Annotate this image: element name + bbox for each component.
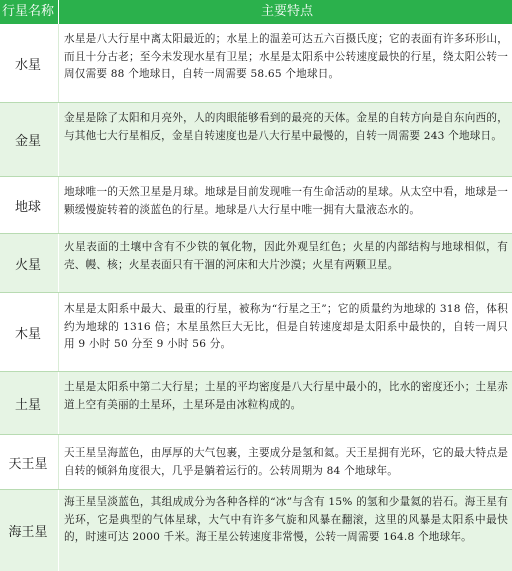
table-row: [0, 103, 512, 176]
column-divider: [58, 24, 59, 102]
table-row: [0, 177, 512, 233]
table-row: [0, 372, 512, 434]
table-row: [0, 234, 512, 292]
planet-name: 土星: [14, 397, 41, 413]
column-divider: [58, 177, 59, 233]
planet-description: 天王星呈海蓝色，由厚厚的大气包裹，主要成分是氢和氦。天王星拥有光环，它的最大特点是自转的倾斜角度很大，几乎是躺着运行的。公转周期为 84 个地球年。: [64, 447, 508, 477]
table-row: [0, 490, 512, 571]
planet-name: 天王星: [8, 456, 48, 472]
header-planet-name: 行星名称: [1, 4, 54, 19]
table-row: [0, 435, 512, 489]
planet-description: 地球唯一的天然卫星是月球。地球是目前发现唯一有生命活动的星球。从太空中看，地球是一颗缓慢旋转着的淡蓝色的行星。地球是八大行星中唯一拥有大量液态水的。: [64, 186, 508, 216]
table-header: [0, 0, 512, 24]
column-divider: [58, 435, 59, 489]
column-divider: [58, 103, 59, 176]
planet-name: 地球: [14, 199, 41, 215]
column-divider: [58, 293, 59, 371]
planet-description: 金星是除了太阳和月亮外，人的肉眼能够看到的最亮的天体。金星的自转方向是自东向西的，与其他七大行星相反，金星自转速度也是八大行星中最慢的，自转一周需要 243 个地球日。: [64, 112, 508, 142]
planet-description: 火星表面的土壤中含有不少铁的氧化物，因此外观呈红色；火星的内部结构与地球相似，有壳、幔、核；火星表面只有干涸的河床和大片沙漠；火星有两颗卫星。: [64, 241, 508, 271]
planet-description: 木星是太阳系中最大、最重的行星，被称为“行星之王”；它的质量约为地球的 318 倍，体积约为地球的 1316 倍；木星虽然巨大无比，但是自转速度却是太阳系中最快的，自转一周只用 9 小时 50 分至 9 小时 56 分。: [64, 303, 508, 351]
column-divider: [58, 234, 59, 292]
planet-name: 木星: [14, 326, 41, 342]
planet-description: 土星是太阳系中第二大行星；土星的平均密度是八大行星中最小的，比水的密度还小；土星赤道上空有美丽的土星环，土星环是由冰粒构成的。: [64, 381, 508, 411]
planet-name: 水星: [14, 57, 41, 73]
column-divider: [58, 372, 59, 434]
table-row: [0, 293, 512, 371]
planet-name: 金星: [14, 134, 41, 149]
column-divider: [58, 490, 59, 571]
planet-description: 水星是八大行星中离太阳最近的；水星上的温差可达五六百摄氏度；它的表面有许多环形山，而且十分古老；至今未发现水星有卫星；水星是太阳系中公转速度最快的行星，绕太阳公转一周仅需要 88 个地球日，自转一周需要 58.65 个地球日。: [64, 33, 508, 81]
planet-description: 海王星呈淡蓝色，其组成成分为各种各样的“冰”与含有 15% 的氢和少量氦的岩石。海王星有光环，它是典型的气体星球，大气中有许多气旋和风暴在翻滚，这里的风暴是太阳系中最快的，时速可达 2000 千米。海王星公转速度非常慢，公转一周需要 164.8 个地球年。: [64, 496, 508, 544]
header-main-features: 主要特点: [260, 4, 313, 19]
planet-name: 海王星: [8, 525, 48, 540]
planet-name: 火星: [14, 257, 41, 273]
header-divider: [58, 0, 59, 24]
table-row: [0, 24, 512, 102]
